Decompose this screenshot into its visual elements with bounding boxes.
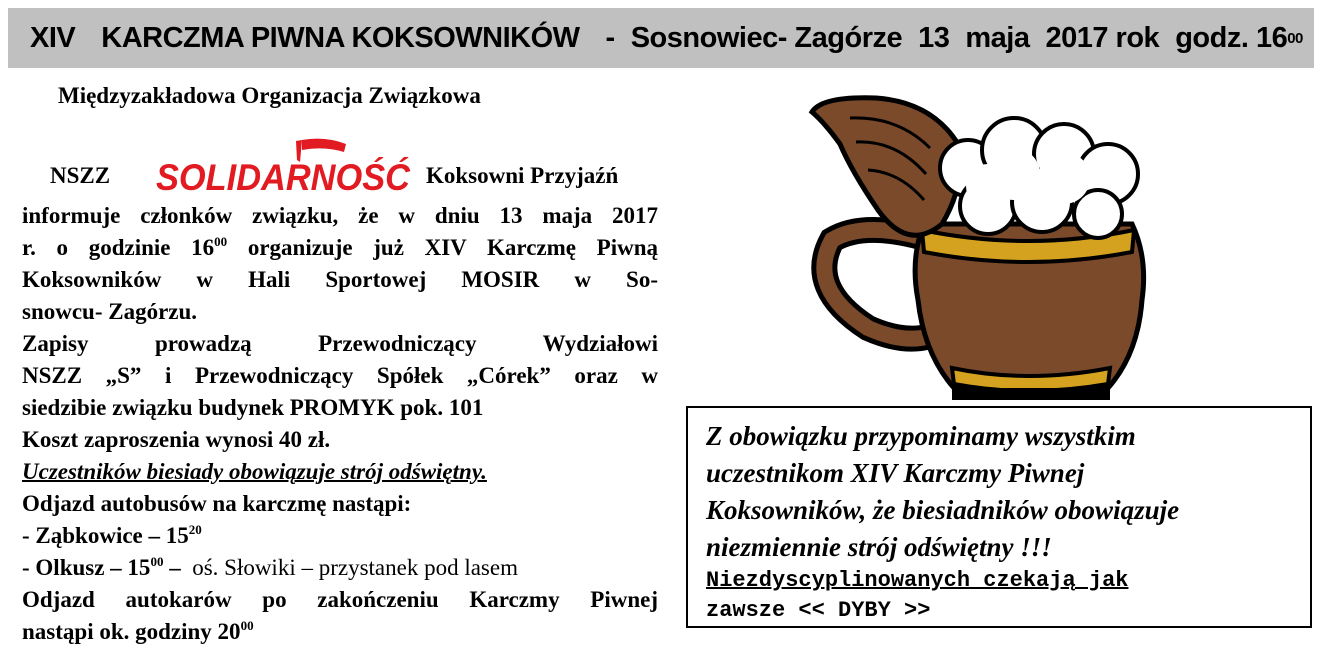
text-line-8: NSZZ „S” i Przewodniczący Spółek „Córek” oraz w: [22, 363, 658, 388]
dress-code-text: Uczestników biesiady obowiązuje strój odświętny.: [22, 459, 487, 484]
plant-name: Koksowni Przyjaźń: [426, 163, 619, 188]
olkusz-time: - Olkusz – 15: [22, 555, 151, 580]
banner-year: 2017 rok: [1045, 21, 1160, 54]
return-line-2: [22, 616, 658, 648]
zabkowice-time: - Ząbkowice – 15: [22, 523, 189, 548]
olkusz-dash: –: [163, 555, 181, 580]
reminder-box: [686, 406, 1312, 628]
union-name-row: [22, 112, 658, 200]
banner-time: godz. 16: [1175, 21, 1288, 54]
text-line-4: [22, 232, 658, 264]
return-line-1: Odjazd autokarów po zakończeniu Karczmy Piwnej: [22, 587, 658, 612]
reminder-line-5: Niezdyscyplinowanych czekają jak: [706, 568, 1129, 593]
solidarnosc-logo: [150, 138, 416, 200]
nszz-label: NSZZ: [50, 163, 111, 188]
return-time: nastąpi ok. godziny 20: [22, 619, 241, 644]
banner-day: 13: [918, 21, 950, 54]
banner-month: maja: [965, 21, 1030, 54]
text-line-7: Zapisy prowadzą Przewodniczący Wydziałowi: [22, 331, 658, 356]
text-line-3: informuje członków związku, że w dniu 13 maja 2017: [22, 203, 658, 228]
reminder-line-2: uczestnikom XIV Karczmy Piwnej: [706, 458, 1085, 488]
banner-dash: -: [605, 21, 615, 54]
reminder-line-6: zawsze << DYBY >>: [706, 598, 931, 623]
text-line-6: snowcu- Zagórzu.: [22, 299, 198, 324]
olkusz-minutes: 00: [150, 554, 164, 569]
banner-event-name: KARCZMA PIWNA KOKSOWNIKÓW: [101, 21, 580, 54]
text-line-9: siedzibie związku budynek PROMYK pok. 101: [22, 395, 484, 420]
price-line: Koszt zaproszenia wynosi 40 zł.: [22, 427, 331, 452]
bus-heading: Odjazd autobusów na karczmę nastąpi:: [22, 491, 412, 516]
reminder-line-1: Z obowiązku przypominamy wszystkim: [706, 421, 1136, 451]
beer-mug-illustration: [806, 92, 1150, 408]
text-line-5: Koksowników w Hali Sportowej MOSIR w So-: [22, 267, 658, 292]
event-banner: [8, 8, 1314, 68]
reminder-line-3: Koksowników, że biesiadników obowiązuje: [706, 495, 1180, 525]
banner-edition: XIV: [30, 21, 76, 54]
org-name: Międzyzakładowa Organizacja Związkowa: [58, 83, 481, 108]
return-minutes: 00: [240, 618, 254, 633]
banner-time-minutes: 00: [1287, 29, 1303, 47]
banner-place: Sosnowiec- Zagórze: [630, 21, 903, 54]
logo-lettering: SOLIDARNOŚĆ: [156, 157, 412, 198]
bus-olkusz: [22, 552, 658, 584]
announcement-text: [22, 80, 658, 648]
dress-code-line: [22, 456, 658, 488]
reminder-line-4: niezmiennie strój odświętny !!!: [706, 532, 1052, 562]
time-minutes: 00: [214, 234, 228, 249]
bus-zabkowice: [22, 520, 658, 552]
olkusz-stop: oś. Słowiki – przystanek pod lasem: [192, 555, 518, 580]
time-text: r. o godzinie 16: [22, 235, 215, 260]
zabkowice-minutes: 20: [188, 522, 202, 537]
edition-text: organizuje już XIV Karczmę Piwną: [227, 235, 658, 260]
